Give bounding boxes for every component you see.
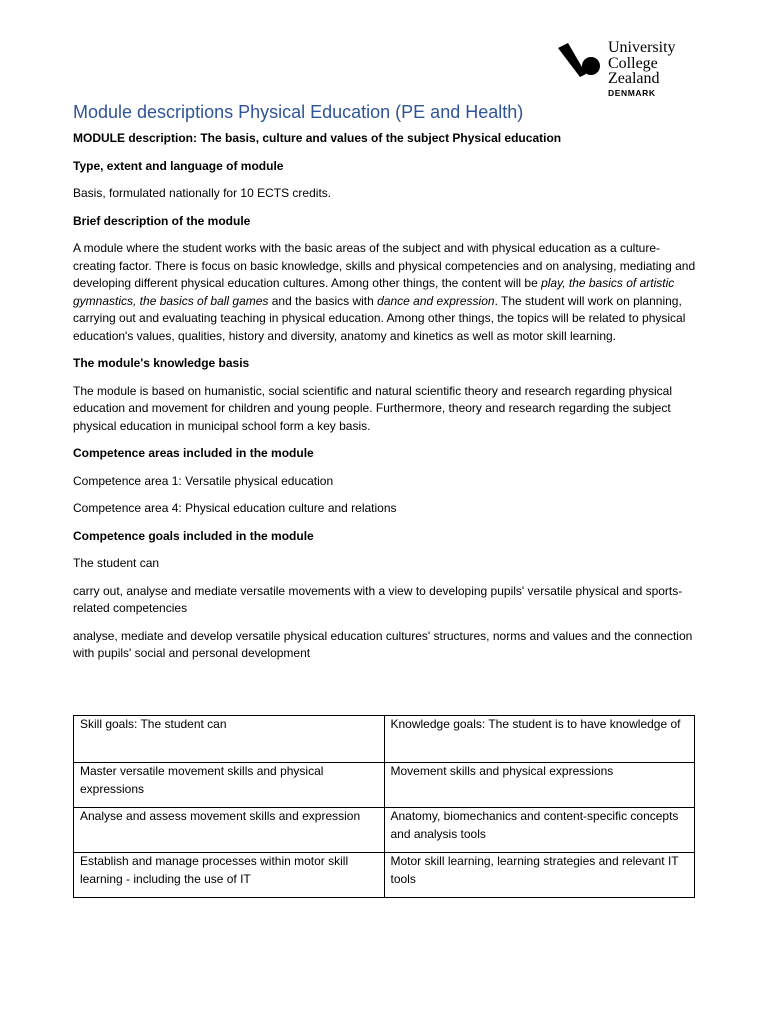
competence-area-4: Competence area 4: Physical education culture and relations [73, 501, 397, 515]
logo-line-university: University [608, 39, 676, 56]
knowledge-heading: The module's knowledge basis [73, 356, 250, 370]
module-heading: MODULE description: The basis, culture and values of the subject Physical education [73, 131, 562, 145]
table-row [74, 716, 695, 763]
brief-text-part-2: and the basics with [268, 293, 378, 308]
table-row [74, 808, 695, 853]
knowledge-text: The module is based on humanistic, social scientific and natural scientific theory and research regarding physical education and movement for children and young people. Furthermore, theory and research regarding the subject physical education in municipal school form a key basis. [73, 383, 672, 433]
knowledge-goal-cell: Motor skill learning, learning strategies and relevant IT tools [384, 853, 695, 898]
brief-heading: Brief description of the module [73, 213, 251, 228]
competence-areas-heading: Competence areas included in the module [73, 446, 314, 460]
logo-line-college: College [608, 54, 658, 72]
logo-line-zealand: Zealand [608, 70, 660, 87]
skill-goal-cell: Master versatile movement skills and physical expressions [74, 763, 385, 808]
competence-goals-heading: Competence goals included in the module [73, 528, 314, 543]
logo-country: DENMARK [608, 88, 656, 98]
document-body [73, 100, 698, 673]
skill-goal-cell: Analyse and assess movement skills and expression [74, 808, 385, 853]
page-title: Module descriptions Physical Education (PE and Health) [73, 102, 524, 122]
logo-wordmark [608, 40, 676, 87]
table-row [74, 853, 695, 898]
competence-area-1: Competence area 1: Versatile physical education [73, 473, 334, 488]
goals-table [73, 715, 695, 898]
university-college-zealand-logo [556, 40, 696, 102]
competence-goal-1: carry out, analyse and mediate versatile movements with a view to developing pupils' versatile physical and sports-related competencies [73, 583, 683, 615]
knowledge-goal-cell: Anatomy, biomechanics and content-specific concepts and analysis tools [384, 808, 695, 853]
ucz-logo-mark-icon [556, 42, 602, 78]
skill-goal-cell: Establish and manage processes within motor skill learning - including the use of IT [74, 853, 385, 898]
student-can-text: The student can [73, 556, 160, 570]
skill-goals-header-cell: Skill goals: The student can [74, 716, 385, 763]
knowledge-goals-header-cell: Knowledge goals: The student is to have knowledge of [384, 716, 695, 763]
type-heading: Type, extent and language of module [73, 158, 284, 173]
brief-description [73, 240, 698, 345]
table-row [74, 763, 695, 808]
brief-italic-1: play, the basics of artistic gymnastics, the basics of ball games [73, 276, 675, 308]
brief-italic-2: dance and expression [377, 293, 495, 308]
competence-goal-2: analyse, mediate and develop versatile physical education cultures' structures, norms and values and the connection with pupils' social and personal development [73, 628, 693, 660]
brief-text-part-1: A module where the student works with the basic areas of the subject and with physical education as a culture-creating factor. There is focus on basic knowledge, skills and physical competencies and on analysing, mediating and developing different physical education cultures. Among other things, the content will be [73, 241, 696, 290]
type-text: Basis, formulated nationally for 10 ECTS credits. [73, 186, 332, 200]
brief-text-part-3: . The student will work on planning, carrying out and evaluating teaching in physical education. Among other things, the topics will be related to physical education's values, qualities, history and diversity, anatomy and kinetics as well as motor skill learning. [73, 293, 686, 343]
knowledge-goal-cell: Movement skills and physical expressions [384, 763, 695, 808]
